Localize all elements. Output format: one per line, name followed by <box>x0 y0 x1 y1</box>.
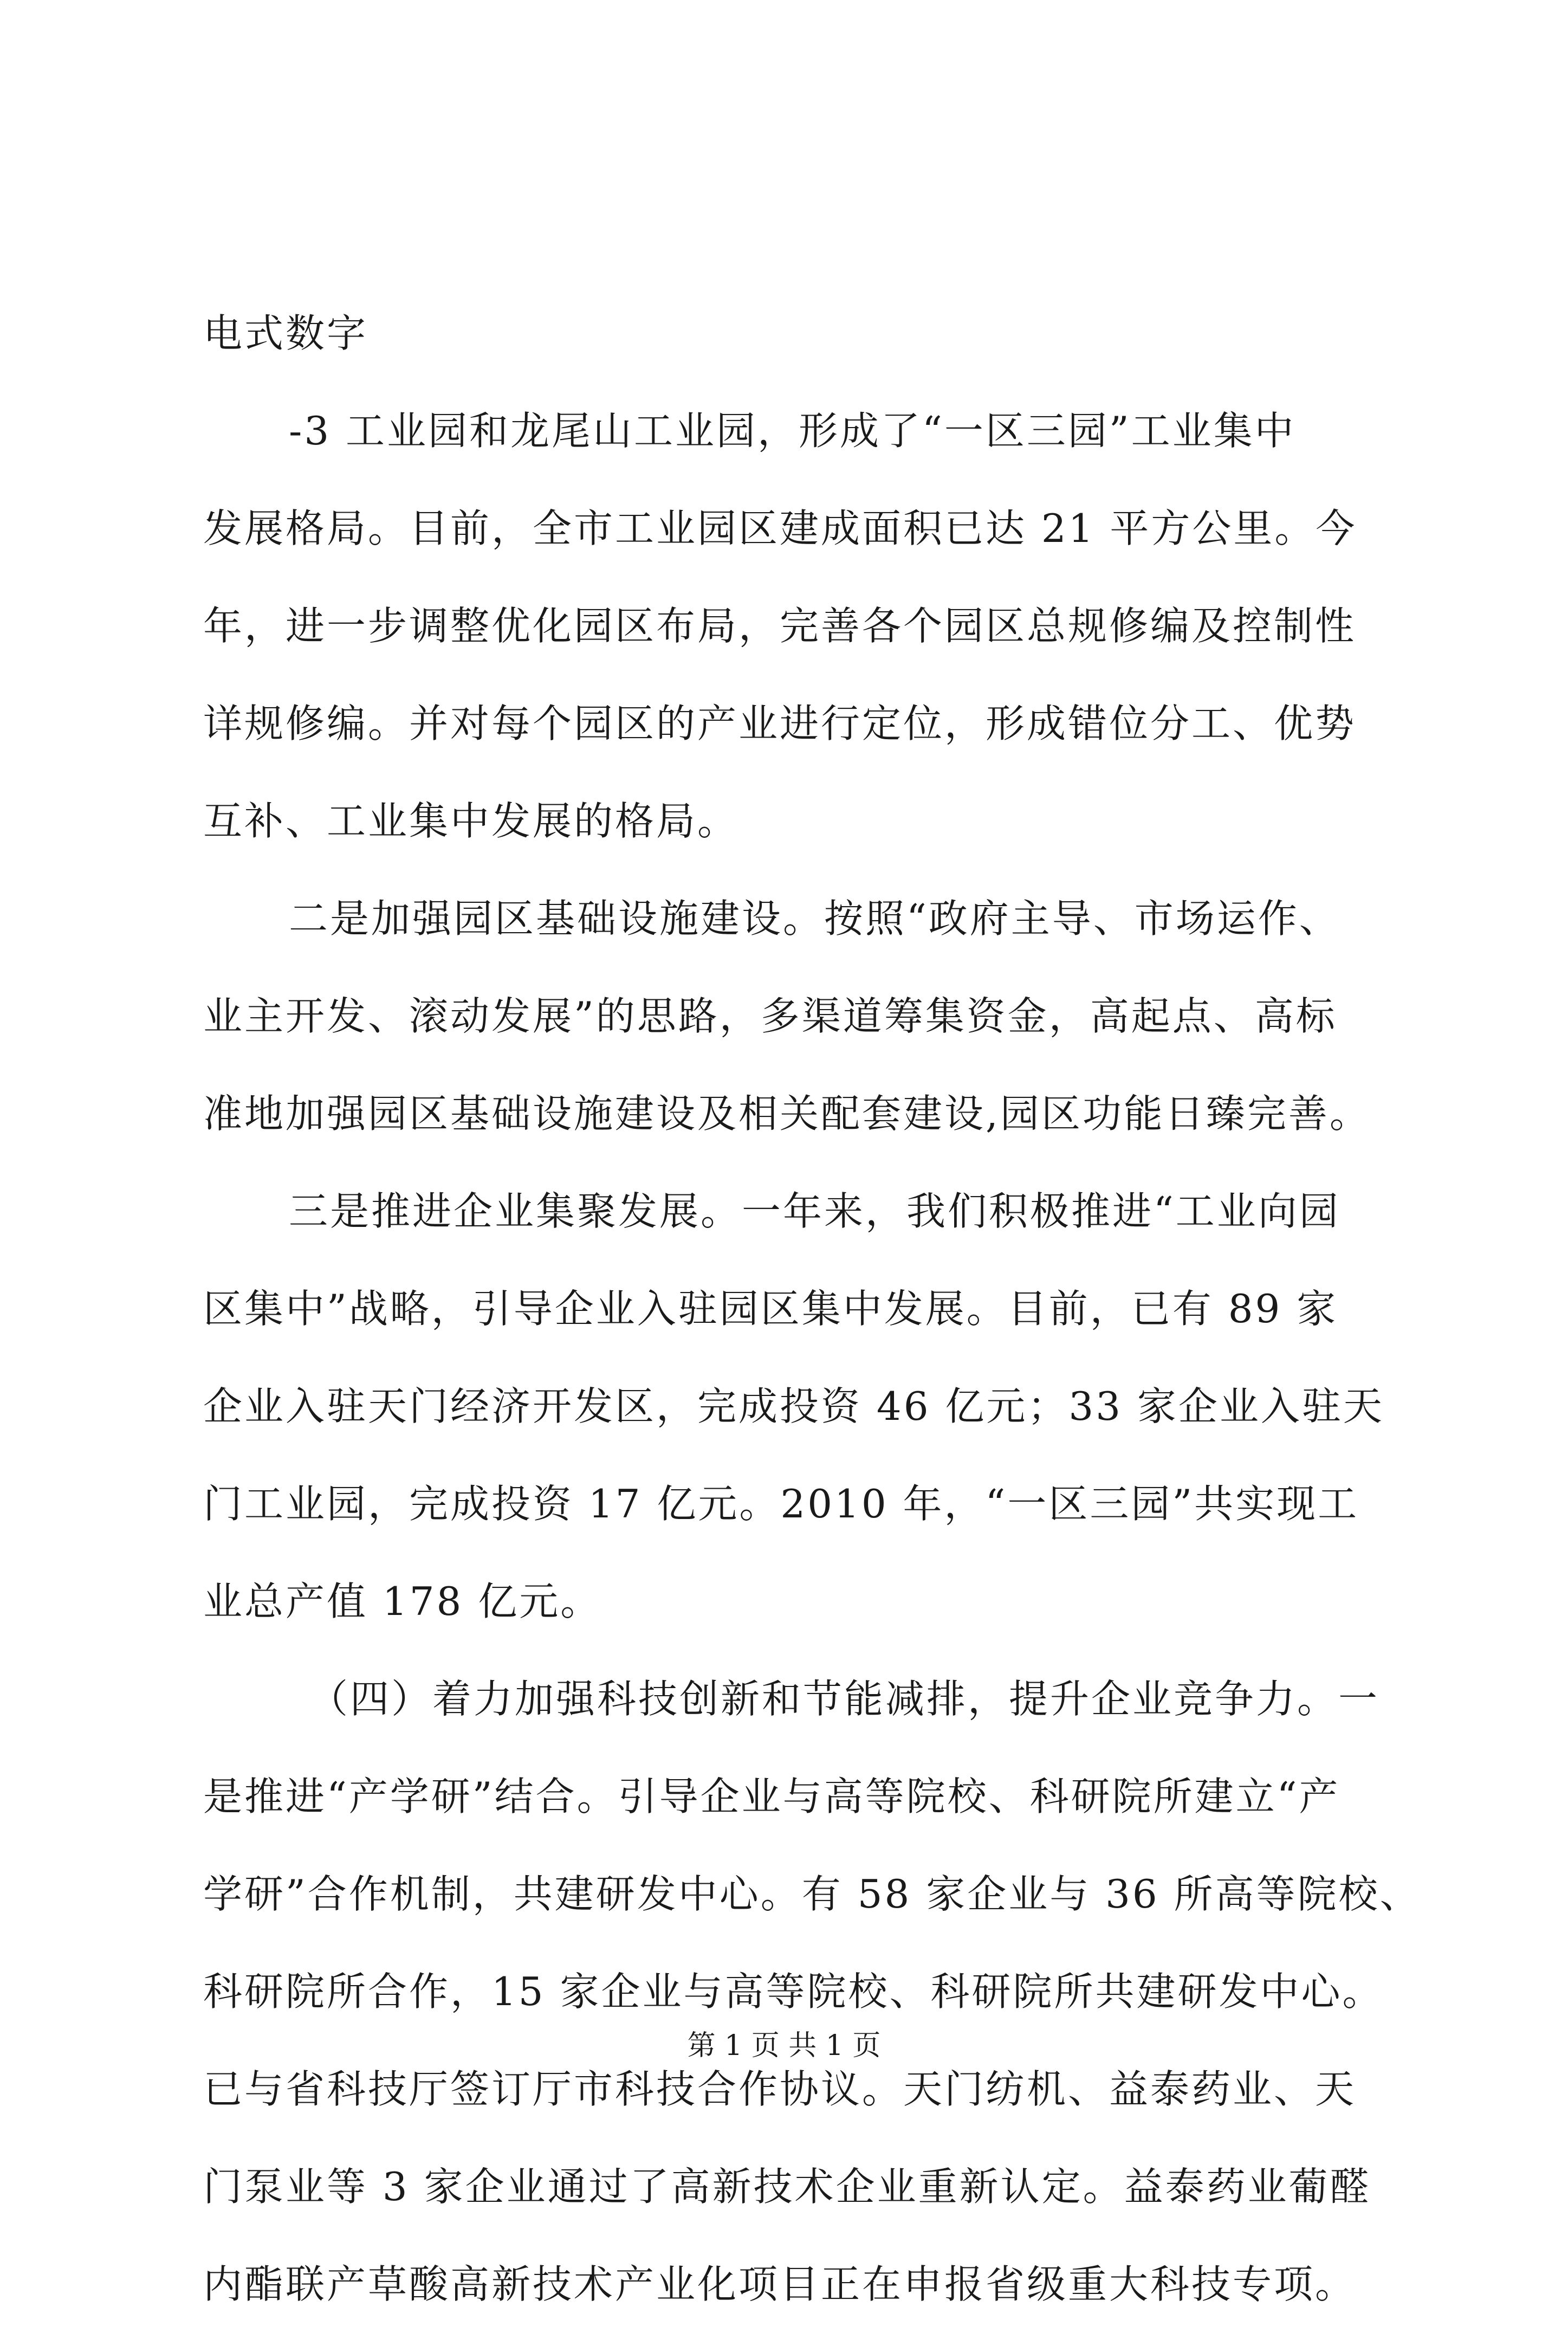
text-line: 门泵业等 3 家企业通过了高新技术企业重新认定。益泰药业葡醛 <box>203 2164 1371 2209</box>
text-line: 业总产值 178 亿元。 <box>203 1579 602 1624</box>
page-footer <box>0 2024 1568 2067</box>
text-line: 准地加强园区基础设施建设及相关配套建设,园区功能日臻完善。 <box>203 1091 1371 1136</box>
text-line: 业主开发、滚动发展”的思路，多渠道筹集资金，高起点、高标 <box>203 993 1337 1039</box>
text-line: 互补、工业集中发展的格局。 <box>203 798 739 844</box>
text-line: 详规修编。并对每个园区的产业进行定位，形成错位分工、优势 <box>203 701 1357 746</box>
page-number-label: 第 1 页 共 1 页 <box>687 2030 881 2062</box>
text-line: 二是加强园区基础设施建设。按照“政府主导、市场运作、 <box>289 896 1340 941</box>
text-line: （四）着力加强科技创新和节能减排，提升企业竞争力。一 <box>309 1676 1380 1722</box>
text-line: 三是推进企业集聚发展。一年来，我们积极推进“工业向园 <box>289 1188 1340 1234</box>
text-line: 电式数字 <box>203 311 368 356</box>
text-line: 年，进一步调整优化园区布局，完善各个园区总规修编及控制性 <box>203 603 1357 649</box>
text-line: -3 工业园和龙尾山工业园，形成了“一区三园”工业集中 <box>289 408 1296 454</box>
text-line: 门工业园，完成投资 17 亿元。2010 年，“一区三园”共实现工 <box>203 1481 1359 1527</box>
text-line: 区集中”战略，引导企业入驻园区集中发展。目前，已有 89 家 <box>203 1286 1338 1332</box>
text-line: 学研”合作机制，共建研发中心。有 58 家企业与 36 所高等院校、 <box>203 1871 1421 1917</box>
text-line: 企业入驻天门经济开发区，完成投资 46 亿元；33 家企业入驻天 <box>203 1384 1384 1429</box>
text-line: 已与省科技厅签订厅市科技合作协议。天门纺机、益泰药业、天 <box>203 2066 1357 2112</box>
text-line: 是推进“产学研”结合。引导企业与高等院校、科研院所建立“产 <box>203 1774 1340 1819</box>
text-line: 科研院所合作，15 家企业与高等院校、科研院所共建研发中心。 <box>203 1969 1384 2014</box>
text-line: 内酯联产草酸高新技术产业化项目正在申报省级重大科技专项。 <box>203 2261 1357 2307</box>
text-line: 发展格局。目前，全市工业园区建成面积已达 21 平方公里。今 <box>203 506 1357 551</box>
